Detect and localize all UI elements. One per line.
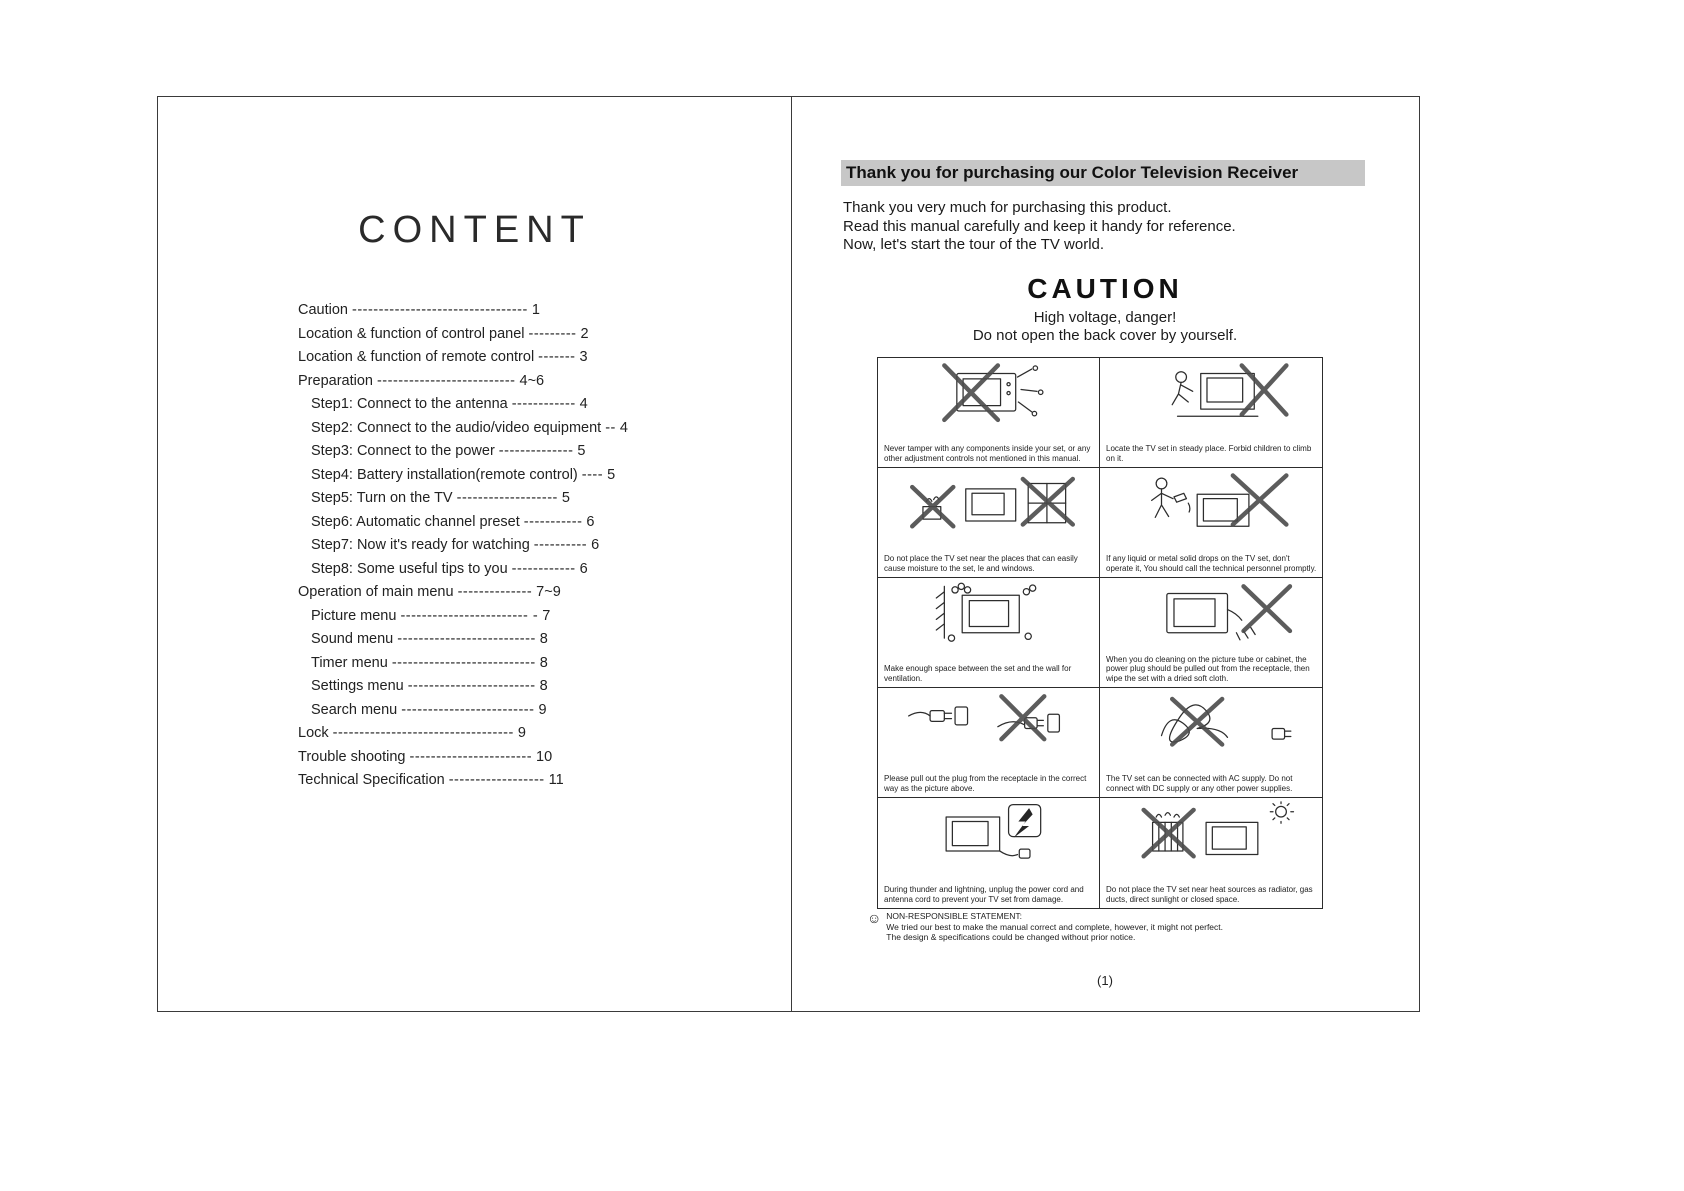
smiley-icon: ☺ [867,910,882,926]
toc-entry-picture-menu [298,605,768,629]
caution-caption: Locate the TV set in steady place. Forbid children to climb on it. [1106,444,1312,463]
toc-page-number: 8 [539,678,548,694]
liquid-drops-on-tv-x-icon [1100,471,1322,537]
non-responsible-statement [867,911,1223,943]
caution-caption: Do not place the TV set near the places that can easily cause moisture to the set, le and windows. [884,554,1078,573]
toc-label: Preparation [298,372,373,389]
thunder-lightning-unplug-icon [878,801,1099,867]
toc-leader: ------------------ [448,772,545,788]
toc-label: Step4: Battery installation(remote control) [311,466,578,483]
toc-entry-step6 [298,511,768,535]
toc-page-number: 1 [531,302,540,318]
toc-label: Step8: Some useful tips to you [311,560,508,577]
toc-page [158,97,791,1011]
toc-page-number: 9 [538,701,547,718]
toc-entry-main-menu [298,581,768,605]
intro-line: Read this manual carefully and keep it handy for reference. [843,217,1236,235]
tangled-cords-x-icon [1100,691,1322,757]
toc-label: Step3: Connect to the power [311,443,495,459]
toc-page-number: 9 [517,725,526,741]
toc-page-number: 7 [542,607,551,624]
caution-cell-power-supply [1100,688,1322,798]
toc-leader: -------------- [457,584,533,600]
toc-label: Step2: Connect to the audio/video equipment [311,419,602,436]
caution-caption: During thunder and lightning, unplug the power cord and antenna cord to prevent your TV set from damage. [884,885,1084,904]
toc-leader: -------------------------- [397,631,536,647]
toc-leader: ------------ [511,560,576,577]
manual-spread [157,96,1420,1012]
toc-label: Operation of main menu [298,584,454,600]
toc-leader: ------- [538,349,576,365]
toc-entry-step3 [298,440,768,464]
toc-page-number: 4 [579,396,588,412]
intro-line: Thank you very much for purchasing this product. [843,199,1172,216]
toc-entry-settings-menu [298,675,768,699]
toc-page-number: 6 [591,537,600,553]
caution-subtitle-voltage: High voltage, danger! [1033,309,1177,326]
caution-cell-heat [1100,798,1322,908]
toc-entry-step7 [298,534,768,558]
toc-entry-trouble-shooting [298,746,768,770]
caution-cell-ventilation [878,578,1100,688]
caution-cell-thunder [878,798,1100,908]
thank-you-header: Thank you for purchasing our Color Television Receiver [841,160,1365,186]
toc-page-number: 4~6 [519,372,545,389]
toc-page-number: 5 [577,443,586,459]
caution-caption: Make enough space between the set and the wall for ventilation. [884,664,1072,683]
toc-leader: ------------------------- [401,701,535,718]
caution-caption: Please pull out the plug from the receptacle in the correct way as the picture above. [884,774,1087,793]
statement-line: We tried our best to make the manual correct and complete, however, it might not perfect. [886,921,1224,932]
toc-label: Timer menu [311,654,388,671]
toc-label: Location & function of control panel [298,325,525,342]
toc-label: Search menu [311,701,398,718]
cleaning-tv-x-icon [1100,581,1322,647]
toc-leader: ----------- [523,513,583,530]
tv-tamper-x-icon [878,361,1099,427]
toc-leader: -- [605,419,616,436]
toc-label: Trouble shooting [298,748,406,765]
intro-paragraph [843,199,1236,255]
toc-entry-step4 [298,464,768,488]
toc-page-number: 6 [586,513,595,530]
toc-label: Sound menu [311,631,394,647]
toc-label: Step6: Automatic channel preset [311,513,520,530]
toc-entry-lock [298,722,768,746]
toc-entry-preparation [298,370,768,394]
intro-line: Now, let's start the tour of the TV world. [843,236,1105,253]
toc-label: Step1: Connect to the antenna [311,396,508,412]
caution-caption: Never tamper with any components inside your set, or any other adjustment controls not mentioned in this manual. [884,444,1091,463]
toc-entry-sound-menu [298,628,768,652]
toc-page-number: 8 [539,631,548,647]
toc-leader: --------------------------- [391,654,536,671]
caution-caption: Do not place the TV set near heat sources as radiator, gas ducts, direct sunlight or closed space. [1106,885,1313,904]
toc-page-number: 6 [579,560,588,577]
toc-leader: ------------------------ [407,678,536,694]
toc-leader: ------------ [511,396,576,412]
toc-leader: ---------------------------------- [332,725,514,741]
toc-entry-technical-specification [298,769,768,793]
toc-entry-step8 [298,558,768,582]
toc-label: Step7: Now it's ready for watching [311,537,530,553]
toc-leader: ---------- [533,537,588,553]
toc-page-number: 4 [619,419,628,436]
caution-title: CAUTION [1027,273,1183,304]
statement-title: NON-RESPONSIBLE STATEMENT: [886,911,1023,921]
toc-leader: ---- [581,466,604,483]
caution-cell-tamper [878,358,1100,468]
caution-cell-moisture [878,468,1100,578]
caution-subtitle-cover: Do not open the back cover by yourself. [972,327,1238,344]
tv-wall-ventilation-icon [878,581,1099,647]
statement-text [886,911,1223,943]
toc-label: Settings menu [311,678,404,694]
caution-page [791,97,1419,1011]
toc-leader: -------------------------- [376,372,516,389]
toc-page-number: 7~9 [536,584,561,600]
toc-entry-control-panel [298,323,768,347]
toc-leader: --------------------------------- [351,302,528,318]
page-number: (1) [1097,973,1113,988]
child-climbing-tv-x-icon [1100,361,1322,427]
caution-cell-liquid [1100,468,1322,578]
toc-entry-search-menu [298,699,768,723]
caution-cell-children [1100,358,1322,468]
toc-label: Technical Specification [298,772,445,788]
toc-label: Step5: Turn on the TV [311,490,453,506]
toc-label: Picture menu [311,607,397,624]
statement-line: The design & specifications could be changed without prior notice. [886,932,1136,942]
caution-caption: When you do cleaning on the picture tube or cabinet, the power plug should be pulled out from the receptacle, then wipe the set with a dried soft cloth. [1106,654,1310,683]
heat-source-radiator-x-icon [1100,801,1322,867]
toc-page-number: 5 [561,490,570,506]
toc-entry-remote-control [298,346,768,370]
toc-page-number: 3 [579,349,588,365]
caution-caption: If any liquid or metal solid drops on the TV set, don't operate it, You should call the technical personnel promptly. [1106,554,1317,573]
toc-page-number: 11 [548,772,564,788]
tv-moisture-window-x-icon [878,471,1099,537]
caution-cell-cleaning [1100,578,1322,688]
caution-cell-plug [878,688,1100,798]
toc-label: Location & function of remote control [298,349,535,365]
pull-plug-correct-way-x-icon [878,691,1099,757]
toc-entry-caution [298,299,768,323]
toc-entry-timer-menu [298,652,768,676]
content-title: CONTENT [358,209,591,251]
toc-label: Lock [298,725,329,741]
toc-page-number: 8 [539,654,548,671]
caution-caption: The TV set can be connected with AC supply. Do not connect with DC supply or any other power supplies. [1106,774,1293,793]
toc-page-number: 10 [536,748,553,765]
toc-leader: -------------- [498,443,574,459]
toc-page-number: 2 [580,325,589,342]
toc-label: Caution [298,302,348,318]
toc-entry-step1 [298,393,768,417]
toc-entry-step2 [298,417,768,441]
toc-leader: ----------------------- [409,748,533,765]
toc-leader: ------------------------ - [400,607,539,624]
table-of-contents [298,299,768,793]
toc-leader: --------- [528,325,577,342]
toc-entry-step5 [298,487,768,511]
toc-page-number: 5 [607,466,616,483]
caution-grid [877,357,1323,909]
toc-leader: ------------------- [456,490,558,506]
